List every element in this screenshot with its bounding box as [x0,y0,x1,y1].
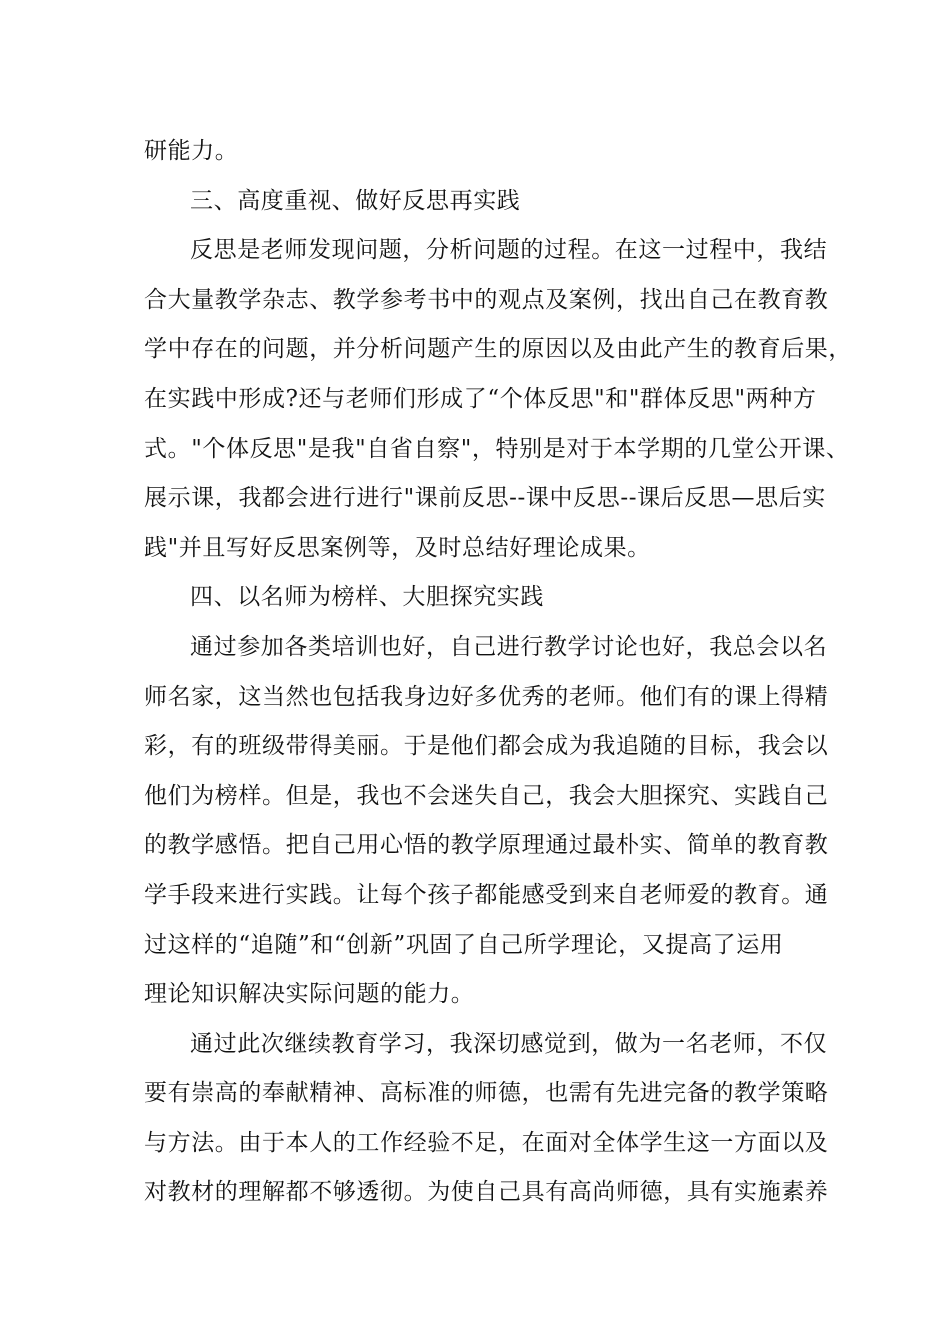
paragraph-line: 通过此次继续教育学习，我深切感觉到，做为一名老师，不仅 [190,1030,828,1057]
paragraph-line: 展示课，我都会进行进行"课前反思--课中反思--课后反思—思后实 [144,485,826,512]
paragraph-line: 式。"个体反思"是我"自省自察"，特别是对于本学期的几堂公开课、 [144,435,850,462]
paragraph-line: 的教学感悟。把自己用心悟的教学原理通过最朴实、简单的教育教 [144,832,829,859]
paragraph-line: 践"并且写好反思案例等，及时总结好理论成果。 [144,534,651,561]
section-heading-three: 三、高度重视、做好反思再实践 [190,187,521,214]
paragraph-line: 要有崇高的奉献精神、高标准的师德，也需有先进完备的教学策略 [144,1080,829,1107]
paragraph-line: 他们为榜样。但是，我也不会迷失自己，我会大胆探究、实践自己 [144,782,829,809]
paragraph-line: 师名家，这当然也包括我身边好多优秀的老师。他们有的课上得精 [144,683,829,710]
paragraph-line: 学手段来进行实践。让每个孩子都能感受到来自老师爱的教育。通 [144,881,829,908]
paragraph-line: 在实践中形成?还与老师们形成了“个体反思"和"群体反思"两种方 [144,385,817,412]
paragraph-line: 与方法。由于本人的工作经验不足，在面对全体学生这一方面以及 [144,1129,829,1156]
paragraph-line: 理论知识解决实际问题的能力。 [144,981,475,1008]
paragraph-line: 合大量教学杂志、教学参考书中的观点及案例，找出自己在教育教 [144,286,829,313]
paragraph-line: 通过参加各类培训也好，自己进行教学讨论也好，我总会以名 [190,633,828,660]
paragraph-line: 研能力。 [144,138,239,164]
paragraph-line: 反思是老师发现问题，分析问题的过程。在这一过程中，我结 [190,237,828,264]
paragraph-line: 学中存在的问题，并分析问题产生的原因以及由此产生的教育后果， [144,336,852,363]
document-body [144,127,852,1218]
paragraph-line: 过这样的“追随”和“创新”巩固了自己所学理论，又提高了运用 [144,931,784,958]
paragraph-line: 彩，有的班级带得美丽。于是他们都会成为我追随的目标，我会以 [144,733,829,760]
section-heading-four: 四、以名师为榜样、大胆探究实践 [190,584,544,611]
paragraph-line: 对教材的理解都不够透彻。为使自己具有高尚师德，具有实施素养 [144,1179,829,1206]
